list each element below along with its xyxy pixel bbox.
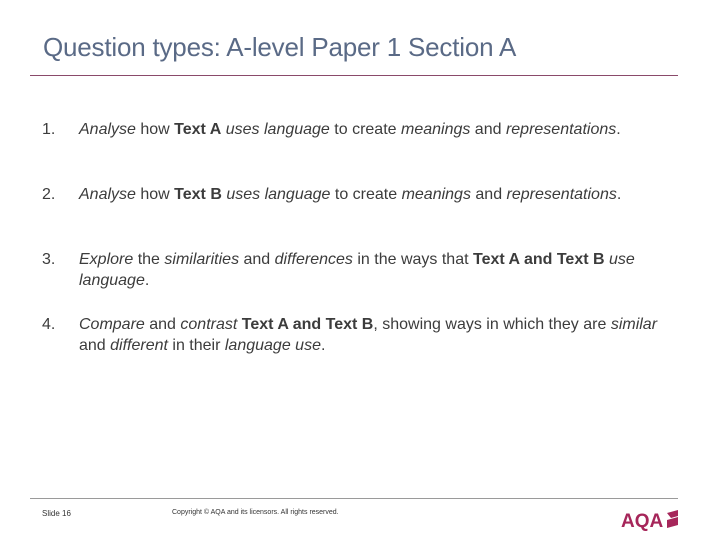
question-text-segment: . <box>616 186 622 203</box>
question-text-segment: and <box>470 186 507 203</box>
question-text-segment: uses language <box>221 121 330 138</box>
question-text-segment: similarities <box>164 251 240 268</box>
title-divider <box>30 75 678 76</box>
aqa-logo <box>621 507 681 531</box>
question-text-segment: differences <box>274 251 353 268</box>
question-text-segment: Explore <box>79 251 134 268</box>
question-number: 3. <box>42 251 56 268</box>
question-text-segment: . <box>616 121 621 138</box>
question-text <box>79 119 682 140</box>
question-text <box>79 249 682 291</box>
question-text-segment: in the ways that <box>352 251 473 268</box>
question-text-segment: Analyse <box>79 121 136 138</box>
logo-mark-top <box>667 510 678 518</box>
question-text-segment: Text A and Text B <box>472 251 605 268</box>
question-text <box>79 314 682 356</box>
question-text-segment: Text A and Text B <box>241 316 374 333</box>
logo-text: AQA <box>621 511 664 531</box>
question-text-segment: to create <box>329 121 401 138</box>
footer-divider <box>30 498 678 499</box>
question-text-segment: meanings <box>400 121 471 138</box>
question-text-segment: Compare <box>79 316 145 333</box>
question-text-segment: representations <box>505 121 617 138</box>
question-text-segment: Analyse <box>79 186 136 203</box>
question-text-segment: different <box>110 337 168 354</box>
page-title: Question types: A-level Paper 1 Section A <box>43 32 517 62</box>
question-number: 4. <box>42 316 56 333</box>
question-text-segment: representations <box>506 186 617 203</box>
question-text-segment: to create <box>330 186 402 203</box>
question-number: 2. <box>42 186 56 203</box>
question-text-segment: how <box>135 121 175 138</box>
question-text-segment: language use <box>224 337 321 354</box>
question-text-segment: in their <box>167 337 225 354</box>
question-text-segment: similar <box>610 316 658 333</box>
question-text-segment: and <box>144 316 181 333</box>
question-text-segment: Text A <box>174 121 222 138</box>
question-text-segment: , showing ways in which they are <box>373 316 611 333</box>
question-text-segment: the <box>133 251 165 268</box>
question-text-segment: contrast <box>180 316 238 333</box>
question-number: 1. <box>42 121 56 138</box>
question-text-segment: . <box>320 337 326 354</box>
question-text-segment: and <box>239 251 275 268</box>
slide-number: Slide 16 <box>42 509 71 518</box>
question-text <box>79 184 682 205</box>
question-text-segment: and <box>470 121 506 138</box>
logo-mark-bottom <box>667 517 678 528</box>
question-text-segment: . <box>144 272 150 289</box>
question-text-segment: how <box>135 186 175 203</box>
question-text-segment: and <box>79 337 111 354</box>
question-text-segment: use language <box>79 251 635 289</box>
question-text-segment: Text B <box>174 186 222 203</box>
question-text-segment: uses language <box>221 186 331 203</box>
copyright-notice: Copyright © AQA and its licensors. All rights reserved. <box>172 509 339 516</box>
question-text-segment: meanings <box>401 186 471 203</box>
